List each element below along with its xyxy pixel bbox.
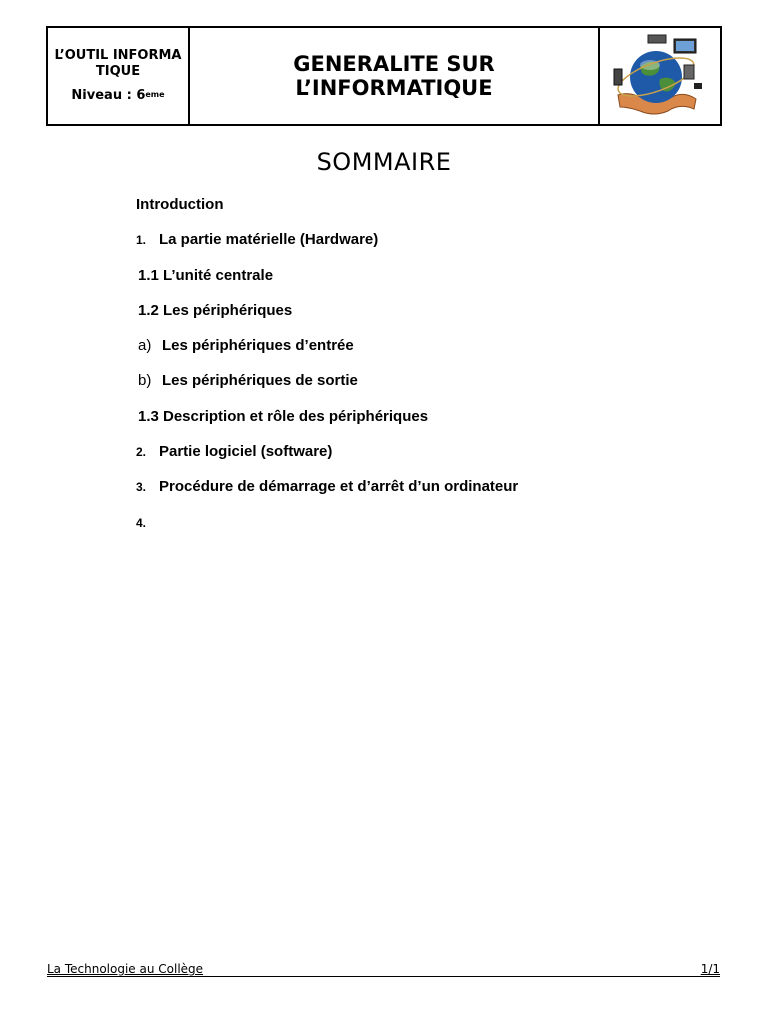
subject-label: L’OUTIL INFORMATIQUE: [54, 48, 182, 79]
toc-label: Les périphériques d’entrée: [162, 337, 354, 355]
toc-number: 4.: [136, 515, 147, 530]
level-label: [71, 88, 164, 104]
toc-label: Introduction: [136, 196, 224, 213]
toc-label: Les périphériques de sortie: [162, 372, 358, 390]
toc-number: 1.3: [138, 407, 159, 425]
toc-item: [136, 267, 696, 302]
toc-item: [136, 372, 696, 407]
toc-number: 2.: [136, 445, 147, 460]
table-of-contents: [136, 196, 696, 549]
toc-item: [136, 337, 696, 372]
header-title-line1: GENERALITE SUR: [293, 52, 495, 76]
toc-number: b): [138, 372, 152, 390]
toc-label: Partie logiciel (software): [159, 443, 333, 461]
toc-label: Description et rôle des périphériques: [163, 407, 429, 425]
header-subject-cell: [48, 28, 190, 124]
toc-number: 1.1: [138, 266, 159, 284]
toc-label: L’unité centrale: [163, 266, 274, 284]
toc-item: [136, 443, 696, 478]
toc-number: 1.: [136, 233, 147, 248]
toc-number: 1.2: [138, 301, 159, 319]
footer-left-text: La Technologie au Collège: [47, 962, 204, 976]
page-footer: [47, 962, 720, 977]
toc-item: [136, 514, 696, 549]
header-title: [293, 52, 494, 100]
toc-label: Procédure de démarrage et d’arrêt d’un ordinateur: [159, 478, 519, 496]
toc-item: [136, 196, 696, 231]
toc-label: La partie matérielle (Hardware): [159, 231, 379, 249]
level-text: Niveau : 6: [71, 88, 146, 103]
toc-number: a): [138, 337, 152, 355]
toc-item: [136, 231, 696, 266]
toc-number: 3.: [136, 480, 147, 495]
globe-computers-icon: [610, 33, 710, 119]
footer-page-number: 1/1: [700, 962, 720, 976]
header-table: [46, 26, 722, 126]
header-title-cell: [190, 28, 600, 124]
toc-item: [136, 478, 696, 513]
header-title-line2: L’INFORMATIQUE: [295, 76, 493, 100]
header-logo-cell: [600, 28, 720, 124]
toc-item: [136, 302, 696, 337]
toc-label: Les périphériques: [163, 301, 293, 319]
level-superscript: eme: [145, 90, 165, 99]
page-title: SOMMAIRE: [316, 148, 452, 176]
toc-item: [136, 408, 696, 443]
